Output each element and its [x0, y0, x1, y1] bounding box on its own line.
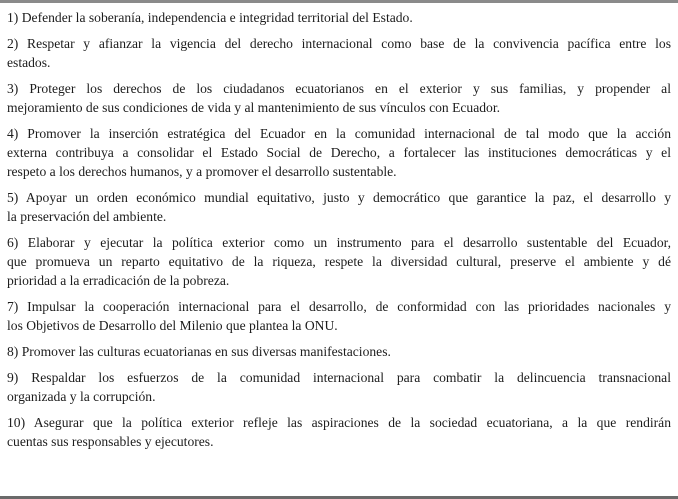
list-item	[7, 79, 671, 117]
list-item-text-line: 3) Proteger los derechos de los ciudadanos ecuatorianos en el exterior y sus familias, y propender al	[7, 81, 671, 96]
list-item-text-line: la preservación del ambiente.	[7, 209, 167, 224]
list-item	[7, 124, 671, 181]
list-item	[7, 34, 671, 72]
list-item-text-line: cuentas sus responsables y ejecutores.	[7, 434, 214, 449]
list-item	[7, 342, 671, 361]
list-item-text-line: 2) Respetar y afianzar la vigencia del derecho internacional como base de la convivencia pacífica entre los	[7, 36, 671, 51]
list-item-text-line: 8) Promover las culturas ecuatorianas en sus diversas manifestaciones.	[7, 344, 391, 359]
list-item-text-line: organizada y la corrupción.	[7, 389, 156, 404]
list-item-text-line: estados.	[7, 55, 51, 70]
list-item-text-line: 5) Apoyar un orden económico mundial equitativo, justo y democrático que garantice la paz, el desarrollo y	[7, 190, 671, 205]
list-item-text-line: prioridad a la erradicación de la pobreza.	[7, 273, 230, 288]
list-item-text-line: respeto a los derechos humanos, y a promover el desarrollo sustentable.	[7, 164, 397, 179]
list-item-text-line: 10) Asegurar que la política exterior refleje las aspiraciones de la sociedad ecuatoriana, a la que rendirán	[7, 415, 671, 430]
list-item-text-line: 1) Defender la soberanía, independencia e integridad territorial del Estado.	[7, 10, 413, 25]
list-item-text-line: 6) Elaborar y ejecutar la política exterior como un instrumento para el desarrollo sustentable del Ecuador,	[7, 235, 671, 250]
list-item	[7, 297, 671, 335]
list-item	[7, 413, 671, 451]
list-item-text-line: 7) Impulsar la cooperación internacional para el desarrollo, de conformidad con las prioridades nacionales y	[7, 299, 671, 314]
list-item	[7, 8, 671, 27]
list-item-text-line: mejoramiento de sus condiciones de vida y al mantenimiento de sus vínculos con Ecuador.	[7, 100, 501, 115]
list-item-text-line: los Objetivos de Desarrollo del Milenio que plantea la ONU.	[7, 318, 338, 333]
objectives-list	[7, 8, 671, 458]
list-item-text-line: 4) Promover la inserción estratégica del Ecuador en la comunidad internacional de tal modo que la acción	[7, 126, 671, 141]
list-item	[7, 233, 671, 290]
list-item-text-line: externa contribuya a consolidar el Estado Social de Derecho, a fortalecer las instituciones democráticas y el	[7, 145, 671, 160]
list-item	[7, 188, 671, 226]
list-item-text-line: que promueva un reparto equitativo de la riqueza, respete la diversidad cultural, preserve el ambiente y dé	[7, 254, 671, 269]
list-item-text-line: 9) Respaldar los esfuerzos de la comunidad internacional para combatir la delincuencia transnacional	[7, 370, 671, 385]
list-item	[7, 368, 671, 406]
